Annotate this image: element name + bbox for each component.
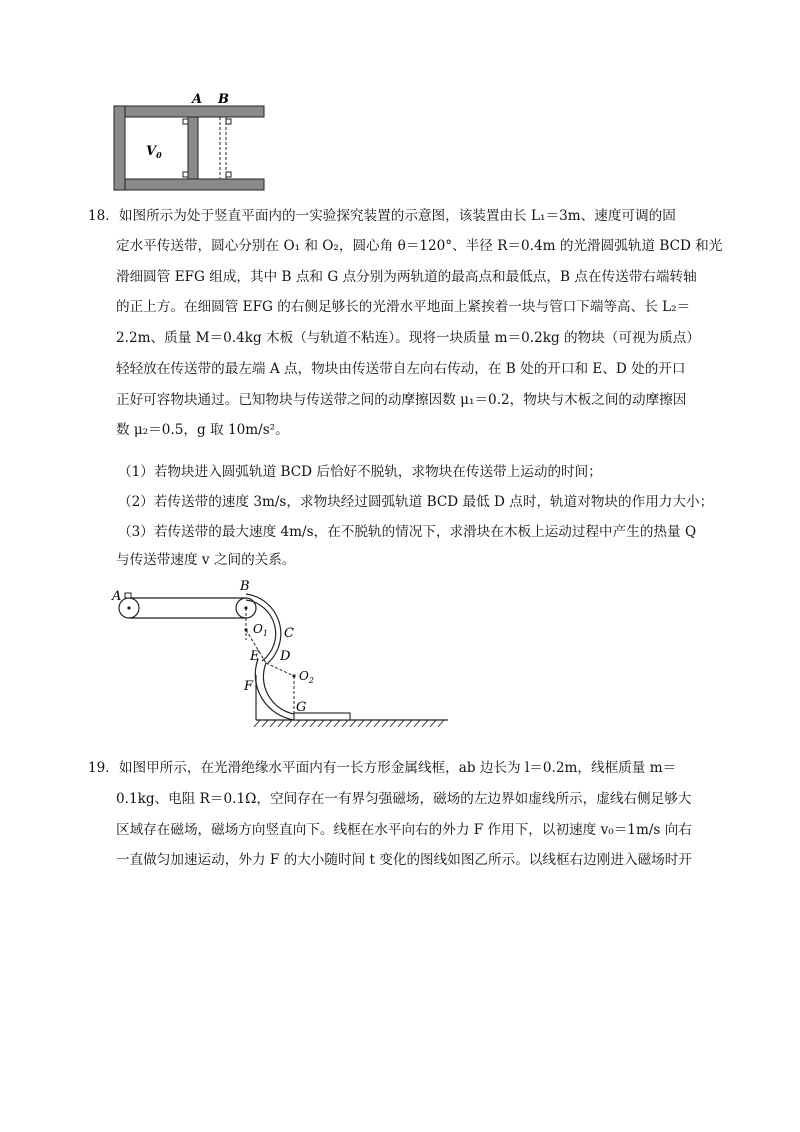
label-a: A — [192, 92, 203, 107]
q18-sub-question: （3）若传送带的最大速度 4m/s，在不脱轨的情况下，求滑块在木板上运动过程中产生的热量 Q — [118, 524, 697, 540]
q18-line: 正好可容物块通过。已知物块与传送带之间的动摩擦因数 μ₁＝0.2，物块与木板之间的动摩擦因 — [116, 392, 687, 408]
q18-line: 数 μ₂＝0.5，g 取 10m/s²。 — [116, 422, 289, 438]
q18-sub-question: 与传送带速度 v 之间的关系。 — [116, 552, 296, 568]
q18-sub-question: （2）若传送带的速度 3m/s，求物块经过圆弧轨道 BCD 最低 D 点时，轨道对物块的作用力大小； — [118, 494, 714, 510]
q19-line: 一直做匀加速运动，外力 F 的大小随时间 t 变化的图线如图乙所示。以线框右边刚进入磁场时开 — [116, 852, 692, 868]
q19-line: 19．如图甲所示，在光滑绝缘水平面内有一长方形金属线框，ab 边长为 l＝0.2m，线框质量 m＝ — [88, 760, 677, 776]
q18-line: 18．如图所示为处于竖直平面内的一实验探究装置的示意图，该装置由长 L₁＝3m、速度可调的固 — [88, 208, 676, 224]
label-o2: $O_2$ — [299, 669, 314, 685]
q19-line: 区域存在磁场，磁场方向竖直向下。线框在水平向右的外力 F 作用下，以初速度 v₀＝1m/s 向右 — [116, 822, 692, 838]
track-figure — [108, 575, 458, 735]
q19-line: 0.1kg、电阻 R＝0.1Ω，空间存在一有界匀强磁场，磁场的左边界如虚线所示，虚线右侧足够大 — [116, 791, 692, 807]
q18-line: 2.2m、质量 M＝0.4kg 木板（与轨道不粘连）。现将一块质量 m＝0.2kg 的物块（可视为质点） — [116, 330, 700, 346]
label-g: G — [296, 700, 307, 715]
label-v0: $V_0$ — [146, 144, 162, 160]
q18-line: 定水平传送带，圆心分别在 O₁ 和 O₂，圆心角 θ＝120°、半径 R＝0.4m 的光滑圆弧轨道 BCD 和光 — [116, 238, 723, 254]
label-o1: $O_1$ — [253, 622, 268, 638]
label-b: B — [218, 92, 229, 107]
label-c: C — [284, 626, 294, 641]
label-e: E — [250, 649, 260, 664]
q18-line: 滑细圆管 EFG 组成，其中 B 点和 G 点分别为两轨道的最高点和最低点，B 点在传送带右端转轴 — [116, 269, 697, 285]
q18-line: 的正上方。在细圆管 EFG 的右侧足够长的光滑水平地面上紧挨着一块与管口下端等高、长 L₂＝ — [116, 299, 691, 315]
label-f: F — [244, 679, 254, 694]
q18-line: 轻轻放在传送带的最左端 A 点，物块由传送带自左向右传动，在 B 处的开口和 E、D 处的开口 — [116, 361, 686, 377]
label-a: A — [112, 589, 122, 604]
label-d: D — [280, 649, 291, 664]
piston-figure — [110, 92, 270, 202]
q18-sub-question: （1）若物块进入圆弧轨道 BCD 后恰好不脱轨，求物块在传送带上运动的时间； — [118, 464, 602, 480]
label-b: B — [240, 579, 250, 594]
